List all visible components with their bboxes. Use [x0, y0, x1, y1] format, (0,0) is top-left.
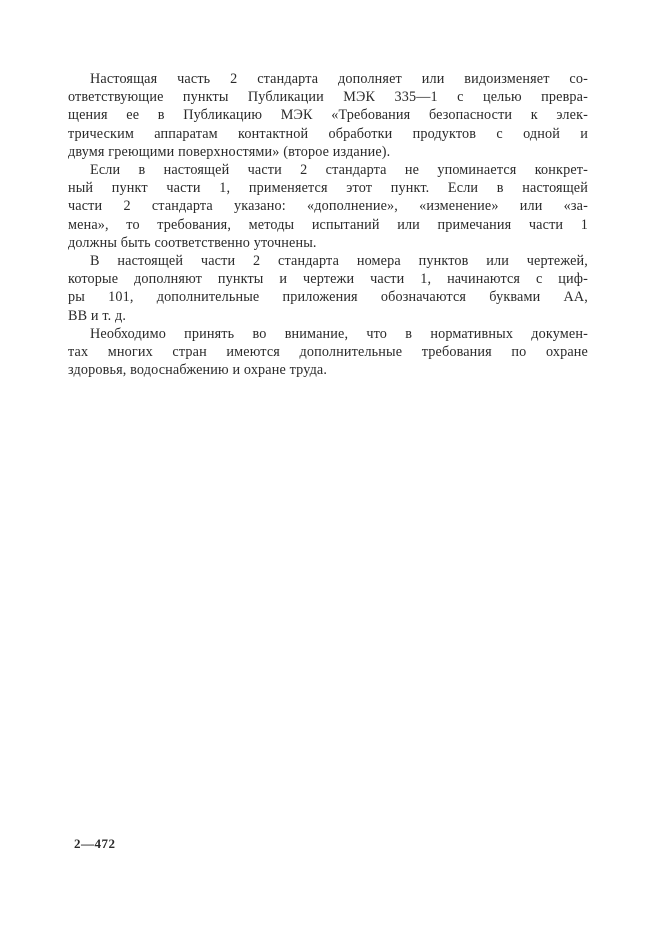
text-line: ный пункт части 1, применяется этот пункт. Если в настоящей — [68, 180, 588, 197]
paragraph-1 — [68, 70, 588, 161]
text-line: щения ее в Публикацию МЭК «Требования безопасности к элек- — [68, 107, 588, 124]
text-line: Если в настоящей части 2 стандарта не упоминается конкрет- — [90, 162, 588, 179]
text-line: Настоящая часть 2 стандарта дополняет или видоизменяет со- — [90, 71, 588, 87]
text-line: трическим аппаратам контактной обработки продуктов с одной и — [68, 125, 588, 142]
text-line: мена», то требования, методы испытаний или примечания части 1 — [68, 216, 588, 233]
page-number: 2—472 — [74, 836, 116, 851]
text-line: Необходимо принять во внимание, что в нормативных докумен- — [90, 325, 588, 342]
text-line: здоровья, водоснабжению и охране труда. — [68, 362, 328, 379]
text-line: ВВ и т. д. — [68, 307, 127, 324]
paragraph-2 — [68, 161, 588, 252]
text-line: должны быть соответственно уточнены. — [68, 234, 317, 251]
paragraph-3 — [68, 252, 588, 325]
paragraph-4 — [68, 325, 588, 380]
text-line: части 2 стандарта указано: «дополнение», «изменение» или «за- — [68, 198, 588, 215]
text-line: В настоящей части 2 стандарта номера пунктов или чертежей, — [90, 253, 588, 270]
text-line: тах многих стран имеются дополнительные требования по охране — [68, 344, 588, 361]
body-text — [68, 70, 588, 379]
text-line: ры 101, дополнительные приложения обозначаются буквами АА, — [68, 289, 588, 306]
text-line: ответствующие пункты Публикации МЭК 335—1 с целью превра- — [68, 89, 588, 106]
text-line: двумя греющими поверхностями» (второе издание). — [68, 143, 391, 160]
text-line: которые дополняют пункты и чертежи части 1, начинаются с циф- — [68, 271, 588, 288]
